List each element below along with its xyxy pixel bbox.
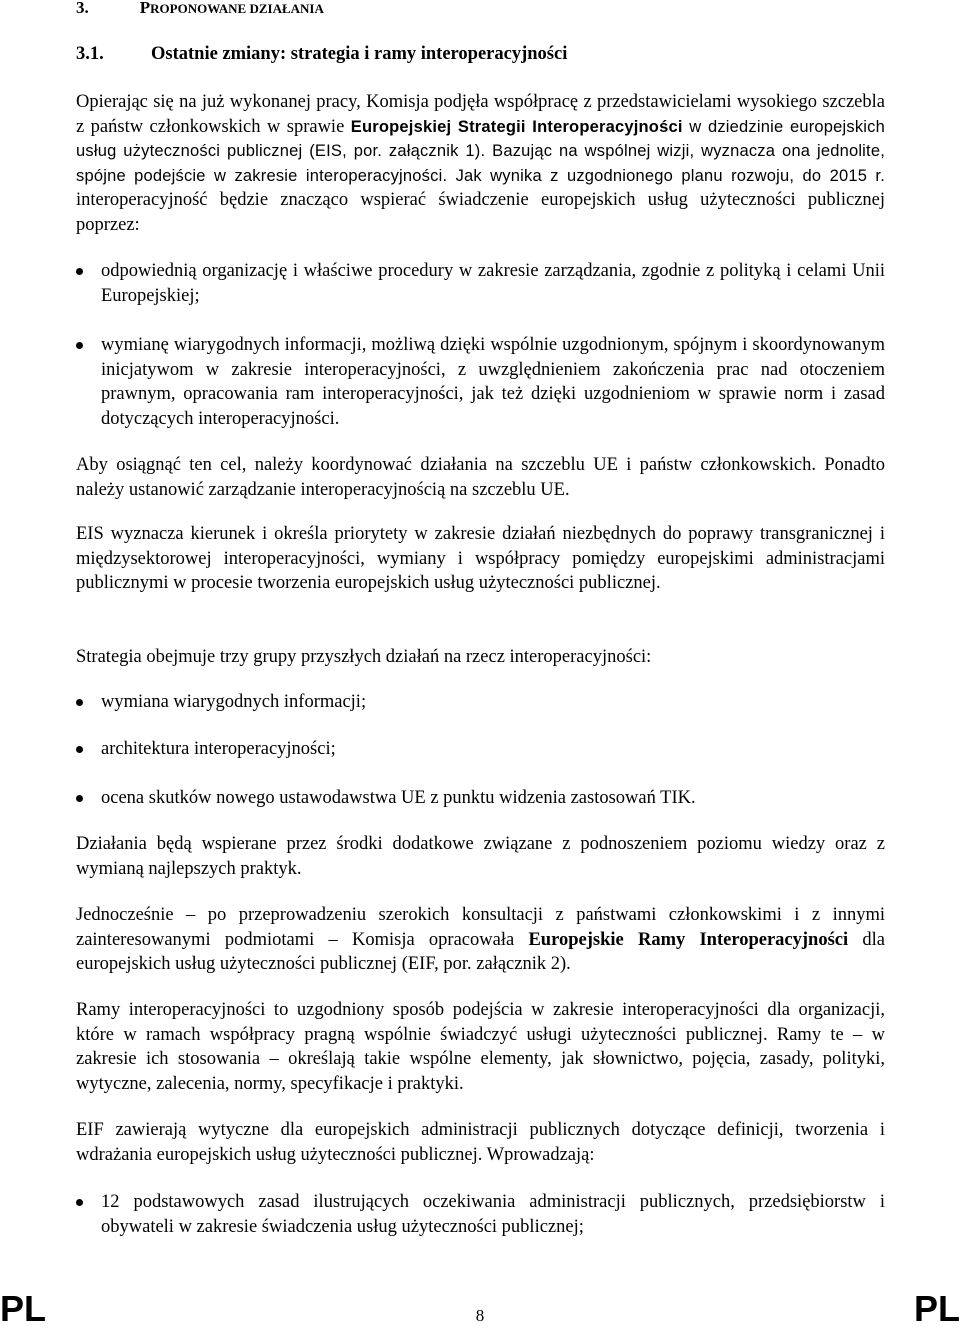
bullet-icon [76, 342, 83, 349]
paragraph-text: dla europejskich usług użyteczności publicznej (EIF, por. załącznik 2). [76, 929, 885, 974]
paragraph-eif [76, 903, 885, 977]
bullet-icon [76, 699, 83, 706]
paragraph-intro [76, 90, 885, 237]
subsection-heading [76, 42, 567, 67]
list-item-text: wymianę wiarygodnych informacji, możliwą dzięki wspólnie uzgodnionym, spójnym i skoordynowanym inicjatywom w zakresie interoperacyjności, z uwzględnieniem zakończenia prac nad otoczeniem prawnym, opracowania ram interoperacyjności, jak też dzięki uzgodnieniom w sprawie norm i zasad dotyczących interoperacyjności. [101, 335, 885, 429]
list-item [76, 786, 885, 811]
list-item-text: odpowiednią organizację i właściwe procedury w zakresie zarządzania, zgodnie z polityką i celami Unii Europejskiej; [101, 261, 885, 306]
bold-term-eis: Europejskiej Strategii Interoperacyjności [350, 117, 683, 136]
list-item [76, 737, 885, 762]
bullet-icon [76, 1199, 83, 1206]
paragraph-text-sans: Bazując na wspólnej wizji, wyznacza ona jednolite, spójne podejście w zakresie interoperacyjności. Jak wynika z uzgodnionego planu rozwoju, do 2015 r. [76, 142, 885, 185]
paragraph-text: interoperacyjność będzie znacząco wspierać świadczenie europejskich usług użyteczności publicznej poprzez: [76, 190, 885, 235]
bullet-icon [76, 268, 83, 275]
page-number: 8 [475, 1306, 485, 1325]
paragraph: EIF zawierają wytyczne dla europejskich administracji publicznych dotyczące definicji, tworzenia i wdrażania europejskich usług użyteczności publicznej. Wprowadzają: [76, 1120, 885, 1165]
section-number: 3. [76, 0, 89, 17]
section-heading [76, 0, 324, 20]
bullet-icon [76, 746, 83, 753]
bold-term-eif: Europejskie Ramy Interoperacyjności [528, 929, 849, 950]
paragraph-text: Opierając się na już wykonanej pracy, Komisja podjęła współpracę z przedstawicielami wysokiego szczebla z państw członkowskich w sprawie [76, 92, 885, 137]
list-item [76, 259, 885, 308]
list-item [76, 690, 885, 715]
paragraph: Ramy interoperacyjności to uzgodniony sposób podejścia w zakresie interoperacyjności dla organizacji, które w ramach współpracy pragną wspólnie świadczyć usługi użyteczności publicznej. Ramy te – w zakresie ich stosowania – określają takie wspólne elementy, jak słownictwo, pojęcia, zasady, polityki, wytyczne, zalecenia, normy, specyfikacje i praktyki. [76, 1000, 885, 1094]
paragraph: Działania będą wspierane przez środki dodatkowe związane z podnoszeniem poziomu wiedzy oraz z wymianą najlepszych praktyk. [76, 834, 885, 879]
paragraph: Aby osiągnąć ten cel, należy koordynować działania na szczeblu UE i państw członkowskich. Ponadto należy ustanowić zarządzanie interoperacyjnością na szczeblu UE. [76, 455, 885, 500]
paragraph-text-sans: w dziedzinie europejskich usług użyteczności publicznej (EIS, por. załącznik 1). [76, 117, 885, 160]
list-item-text: wymiana wiarygodnych informacji; [101, 692, 367, 712]
list-item [76, 333, 885, 431]
list-item [76, 1190, 885, 1239]
bullet-icon [76, 795, 83, 802]
subsection-title: Ostatnie zmiany: strategia i ramy interoperacyjności [151, 44, 568, 64]
footer-language-left: PL [0, 1288, 47, 1329]
paragraph: EIS wyznacza kierunek i określa priorytety w zakresie działań niezbędnych do poprawy transgranicznej i międzysektorowej interoperacyjności, wymiany i współpracy pomiędzy europejskimi administracjami publicznymi w procesie tworzenia europejskich usług użyteczności publicznej. [76, 524, 885, 593]
paragraph: Strategia obejmuje trzy grupy przyszłych działań na rzecz interoperacyjności: [76, 647, 652, 667]
subsection-number: 3.1. [76, 44, 104, 64]
list-item-text: 12 podstawowych zasad ilustrujących oczekiwania administracji publicznych, przedsiębiorstw i obywateli w zakresie świadczenia usług użyteczności publicznej; [101, 1192, 885, 1237]
list-item-text: architektura interoperacyjności; [101, 739, 336, 759]
paragraph-text: Jednocześnie – po przeprowadzeniu szerokich konsultacji z państwami członkowskimi i z innymi zainteresowanymi podmiotami – Komisja opracowała [76, 905, 885, 950]
footer-language-right: PL [913, 1288, 960, 1329]
section-title: ROPONOWANE DZIAŁANIA [150, 1, 324, 16]
list-item-text: ocena skutków nowego ustawodawstwa UE z punktu widzenia zastosowań TIK. [101, 788, 696, 808]
section-title-initial: P [139, 0, 151, 17]
